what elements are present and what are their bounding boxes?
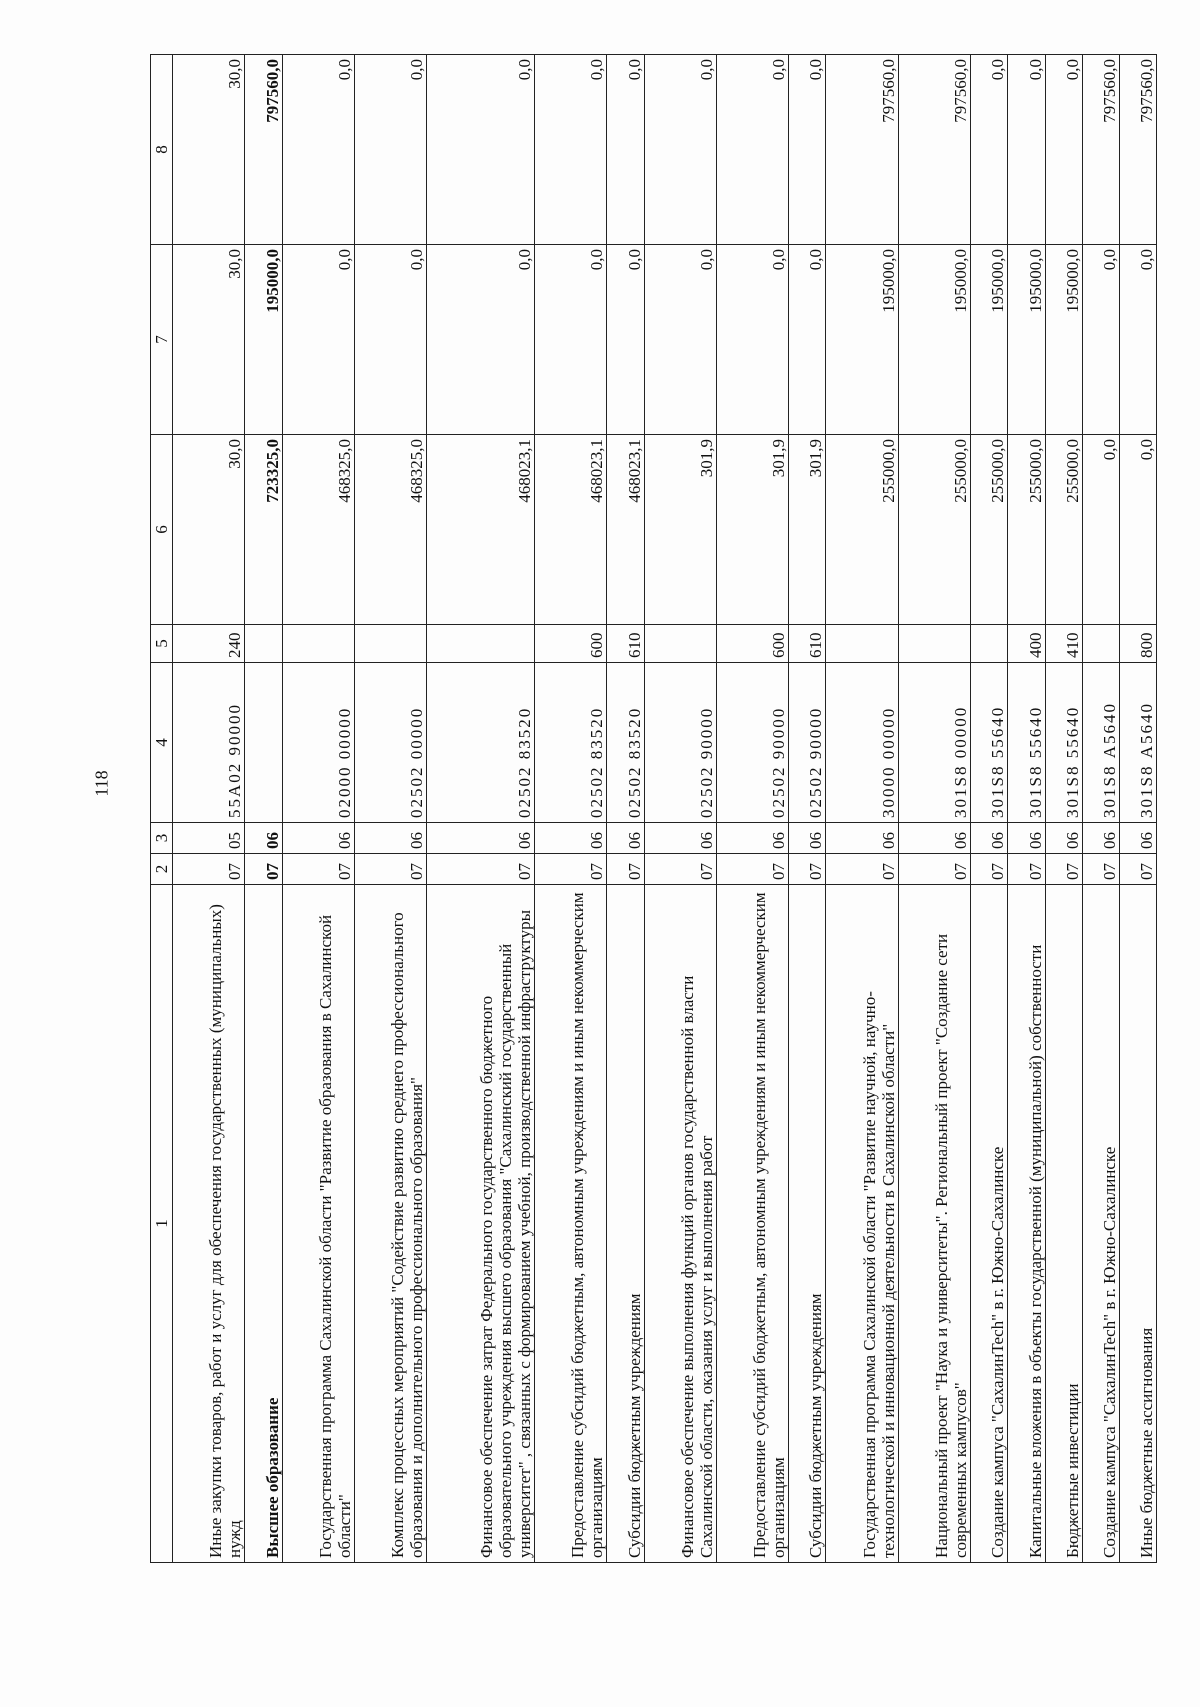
row-name: Национальный проект "Наука и университеты". Региональный проект "Создание сети современных кампусов" bbox=[898, 885, 970, 1563]
row-name: Создание кампуса "СахалинTech" в г. Южно-Сахалинске bbox=[971, 885, 1008, 1563]
row-target-code: 02502 83520 bbox=[607, 663, 644, 823]
row-section-code: 07 bbox=[427, 854, 535, 885]
row-amount-col7: 30,0 bbox=[173, 245, 245, 435]
row-amount-col8: 0,0 bbox=[607, 55, 644, 245]
row-name: Государственная программа Сахалинской области "Развитие научной, научно-технологической и инновационной деятельности в Сахалинской области" bbox=[826, 885, 898, 1563]
row-name: Субсидии бюджетным учреждениям bbox=[607, 885, 644, 1563]
header-row bbox=[151, 55, 173, 1563]
row-expense-type bbox=[898, 625, 970, 663]
row-amount-col7: 0,0 bbox=[716, 245, 788, 435]
table-row bbox=[1045, 55, 1082, 1563]
row-expense-type bbox=[245, 625, 282, 663]
row-amount-col6: 301,9 bbox=[716, 435, 788, 625]
row-amount-col8: 797560,0 bbox=[826, 55, 898, 245]
row-amount-col7: 0,0 bbox=[535, 245, 607, 435]
row-subsection-code: 06 bbox=[1045, 823, 1082, 854]
row-section-code: 07 bbox=[971, 854, 1008, 885]
row-amount-col8: 797560,0 bbox=[898, 55, 970, 245]
row-amount-col6: 723325,0 bbox=[245, 435, 282, 625]
row-amount-col7: 0,0 bbox=[1119, 245, 1156, 435]
row-section-code: 07 bbox=[716, 854, 788, 885]
row-amount-col8: 0,0 bbox=[282, 55, 354, 245]
table-row bbox=[1082, 55, 1119, 1563]
row-amount-col8: 0,0 bbox=[644, 55, 716, 245]
row-expense-type: 600 bbox=[535, 625, 607, 663]
rotated-page bbox=[150, 55, 1157, 1563]
row-name: Государственная программа Сахалинской области "Развитие образования в Сахалинской области" bbox=[282, 885, 354, 1563]
row-amount-col7: 0,0 bbox=[789, 245, 826, 435]
row-name: Комплекс процессных мероприятий "Содействие развитию среднего профессионального образования и дополнительного профессионального образования" bbox=[354, 885, 426, 1563]
row-target-code: 301S8 А5640 bbox=[1119, 663, 1156, 823]
table-row bbox=[282, 55, 354, 1563]
row-target-code: 301S8 55640 bbox=[971, 663, 1008, 823]
row-section-code: 07 bbox=[789, 854, 826, 885]
row-subsection-code: 06 bbox=[716, 823, 788, 854]
table-row bbox=[1119, 55, 1156, 1563]
row-name: Иные закупки товаров, работ и услуг для обеспечения государственных (муниципальных) нужд bbox=[173, 885, 245, 1563]
row-expense-type bbox=[354, 625, 426, 663]
table-row bbox=[535, 55, 607, 1563]
row-amount-col6: 468023,1 bbox=[535, 435, 607, 625]
row-section-code: 07 bbox=[1045, 854, 1082, 885]
row-amount-col7: 0,0 bbox=[427, 245, 535, 435]
row-amount-col8: 0,0 bbox=[1008, 55, 1045, 245]
row-section-code: 07 bbox=[535, 854, 607, 885]
row-subsection-code: 06 bbox=[1008, 823, 1045, 854]
column-header: 5 bbox=[151, 625, 173, 663]
row-target-code: 02502 90000 bbox=[716, 663, 788, 823]
row-amount-col8: 797560,0 bbox=[1082, 55, 1119, 245]
row-expense-type: 400 bbox=[1008, 625, 1045, 663]
row-amount-col8: 0,0 bbox=[354, 55, 426, 245]
page-number: 118 bbox=[91, 770, 112, 797]
row-amount-col8: 0,0 bbox=[971, 55, 1008, 245]
row-amount-col7: 0,0 bbox=[607, 245, 644, 435]
row-target-code bbox=[245, 663, 282, 823]
table-row bbox=[427, 55, 535, 1563]
row-section-code: 07 bbox=[826, 854, 898, 885]
column-header: 6 bbox=[151, 435, 173, 625]
row-subsection-code: 06 bbox=[607, 823, 644, 854]
row-amount-col7: 0,0 bbox=[282, 245, 354, 435]
table-row bbox=[898, 55, 970, 1563]
row-subsection-code: 06 bbox=[898, 823, 970, 854]
row-amount-col6: 0,0 bbox=[1082, 435, 1119, 625]
row-section-code: 07 bbox=[607, 854, 644, 885]
column-header: 7 bbox=[151, 245, 173, 435]
row-name: Иные бюджетные ассигнования bbox=[1119, 885, 1156, 1563]
row-name: Финансовое обеспечение выполнения функций органов государственной власти Сахалинской области, оказания услуг и выполнения работ bbox=[644, 885, 716, 1563]
row-amount-col6: 301,9 bbox=[789, 435, 826, 625]
row-subsection-code: 06 bbox=[1119, 823, 1156, 854]
row-target-code: 301S8 55640 bbox=[1008, 663, 1045, 823]
row-amount-col7: 195000,0 bbox=[971, 245, 1008, 435]
row-subsection-code: 06 bbox=[1082, 823, 1119, 854]
row-target-code: 02502 83520 bbox=[427, 663, 535, 823]
column-header: 3 bbox=[151, 823, 173, 854]
table-row bbox=[716, 55, 788, 1563]
row-subsection-code: 06 bbox=[354, 823, 426, 854]
table-row bbox=[607, 55, 644, 1563]
row-expense-type bbox=[644, 625, 716, 663]
row-target-code: 55А02 90000 bbox=[173, 663, 245, 823]
column-header: 4 bbox=[151, 663, 173, 823]
row-subsection-code: 05 bbox=[173, 823, 245, 854]
row-target-code: 301S8 00000 bbox=[898, 663, 970, 823]
table-row bbox=[971, 55, 1008, 1563]
row-section-code: 07 bbox=[282, 854, 354, 885]
row-name: Создание кампуса "СахалинTech" в г. Южно-Сахалинске bbox=[1082, 885, 1119, 1563]
table-row bbox=[789, 55, 826, 1563]
row-amount-col6: 255000,0 bbox=[971, 435, 1008, 625]
row-amount-col8: 0,0 bbox=[427, 55, 535, 245]
row-amount-col6: 0,0 bbox=[1119, 435, 1156, 625]
row-target-code: 301S8 А5640 bbox=[1082, 663, 1119, 823]
row-name: Субсидии бюджетным учреждениям bbox=[789, 885, 826, 1563]
row-amount-col6: 468325,0 bbox=[354, 435, 426, 625]
row-amount-col6: 468325,0 bbox=[282, 435, 354, 625]
row-expense-type: 610 bbox=[789, 625, 826, 663]
budget-table bbox=[150, 54, 1157, 1563]
row-amount-col6: 255000,0 bbox=[1045, 435, 1082, 625]
table-row bbox=[173, 55, 245, 1563]
row-target-code: 02000 00000 bbox=[282, 663, 354, 823]
row-section-code: 07 bbox=[354, 854, 426, 885]
column-header: 2 bbox=[151, 854, 173, 885]
row-amount-col6: 30,0 bbox=[173, 435, 245, 625]
row-name: Высшее образование bbox=[245, 885, 282, 1563]
row-amount-col6: 468023,1 bbox=[607, 435, 644, 625]
row-section-code: 07 bbox=[644, 854, 716, 885]
row-name: Предоставление субсидий бюджетным, автономным учреждениям и иным некоммерческим организациям bbox=[535, 885, 607, 1563]
row-amount-col6: 468023,1 bbox=[427, 435, 535, 625]
row-amount-col7: 195000,0 bbox=[898, 245, 970, 435]
row-expense-type: 600 bbox=[716, 625, 788, 663]
row-section-code: 07 bbox=[245, 854, 282, 885]
row-target-code: 02502 00000 bbox=[354, 663, 426, 823]
row-expense-type: 410 bbox=[1045, 625, 1082, 663]
row-amount-col8: 0,0 bbox=[535, 55, 607, 245]
row-expense-type bbox=[282, 625, 354, 663]
column-header: 8 bbox=[151, 55, 173, 245]
table-row bbox=[1008, 55, 1045, 1563]
row-target-code: 301S8 55640 bbox=[1045, 663, 1082, 823]
table-row bbox=[245, 55, 282, 1563]
row-amount-col7: 195000,0 bbox=[245, 245, 282, 435]
row-amount-col8: 797560,0 bbox=[1119, 55, 1156, 245]
row-amount-col7: 0,0 bbox=[354, 245, 426, 435]
row-amount-col8: 797560,0 bbox=[245, 55, 282, 245]
row-subsection-code: 06 bbox=[427, 823, 535, 854]
row-amount-col7: 0,0 bbox=[644, 245, 716, 435]
row-target-code: 02502 90000 bbox=[789, 663, 826, 823]
row-section-code: 07 bbox=[898, 854, 970, 885]
column-header: 1 bbox=[151, 885, 173, 1563]
row-expense-type: 800 bbox=[1119, 625, 1156, 663]
row-subsection-code: 06 bbox=[245, 823, 282, 854]
row-subsection-code: 06 bbox=[826, 823, 898, 854]
row-expense-type: 610 bbox=[607, 625, 644, 663]
row-subsection-code: 06 bbox=[971, 823, 1008, 854]
row-expense-type bbox=[1082, 625, 1119, 663]
row-amount-col7: 195000,0 bbox=[1008, 245, 1045, 435]
table-row bbox=[644, 55, 716, 1563]
row-section-code: 07 bbox=[1119, 854, 1156, 885]
row-section-code: 07 bbox=[1008, 854, 1045, 885]
row-amount-col6: 301,9 bbox=[644, 435, 716, 625]
row-amount-col6: 255000,0 bbox=[1008, 435, 1045, 625]
row-section-code: 07 bbox=[173, 854, 245, 885]
table-row bbox=[354, 55, 426, 1563]
row-amount-col7: 0,0 bbox=[1082, 245, 1119, 435]
row-name: Капитальные вложения в объекты государственной (муниципальной) собственности bbox=[1008, 885, 1045, 1563]
table-row bbox=[826, 55, 898, 1563]
row-amount-col8: 0,0 bbox=[1045, 55, 1082, 245]
row-expense-type: 240 bbox=[173, 625, 245, 663]
row-amount-col8: 0,0 bbox=[716, 55, 788, 245]
row-subsection-code: 06 bbox=[789, 823, 826, 854]
row-name: Финансовое обеспечение затрат Федерального государственного бюджетного образовательного учреждения высшего образования "Сахалинский государственный университет" , связанных с формированием учебной, производственной инфраструктуры bbox=[427, 885, 535, 1563]
row-subsection-code: 06 bbox=[535, 823, 607, 854]
row-subsection-code: 06 bbox=[644, 823, 716, 854]
row-target-code: 02502 90000 bbox=[644, 663, 716, 823]
row-target-code: 30000 00000 bbox=[826, 663, 898, 823]
row-name: Бюджетные инвестиции bbox=[1045, 885, 1082, 1563]
row-name: Предоставление субсидий бюджетным, автономным учреждениям и иным некоммерческим организациям bbox=[716, 885, 788, 1563]
row-target-code: 02502 83520 bbox=[535, 663, 607, 823]
row-section-code: 07 bbox=[1082, 854, 1119, 885]
row-amount-col7: 195000,0 bbox=[826, 245, 898, 435]
row-expense-type bbox=[971, 625, 1008, 663]
row-expense-type bbox=[826, 625, 898, 663]
row-subsection-code: 06 bbox=[282, 823, 354, 854]
row-expense-type bbox=[427, 625, 535, 663]
row-amount-col6: 255000,0 bbox=[898, 435, 970, 625]
row-amount-col8: 30,0 bbox=[173, 55, 245, 245]
row-amount-col7: 195000,0 bbox=[1045, 245, 1082, 435]
row-amount-col8: 0,0 bbox=[789, 55, 826, 245]
row-amount-col6: 255000,0 bbox=[826, 435, 898, 625]
